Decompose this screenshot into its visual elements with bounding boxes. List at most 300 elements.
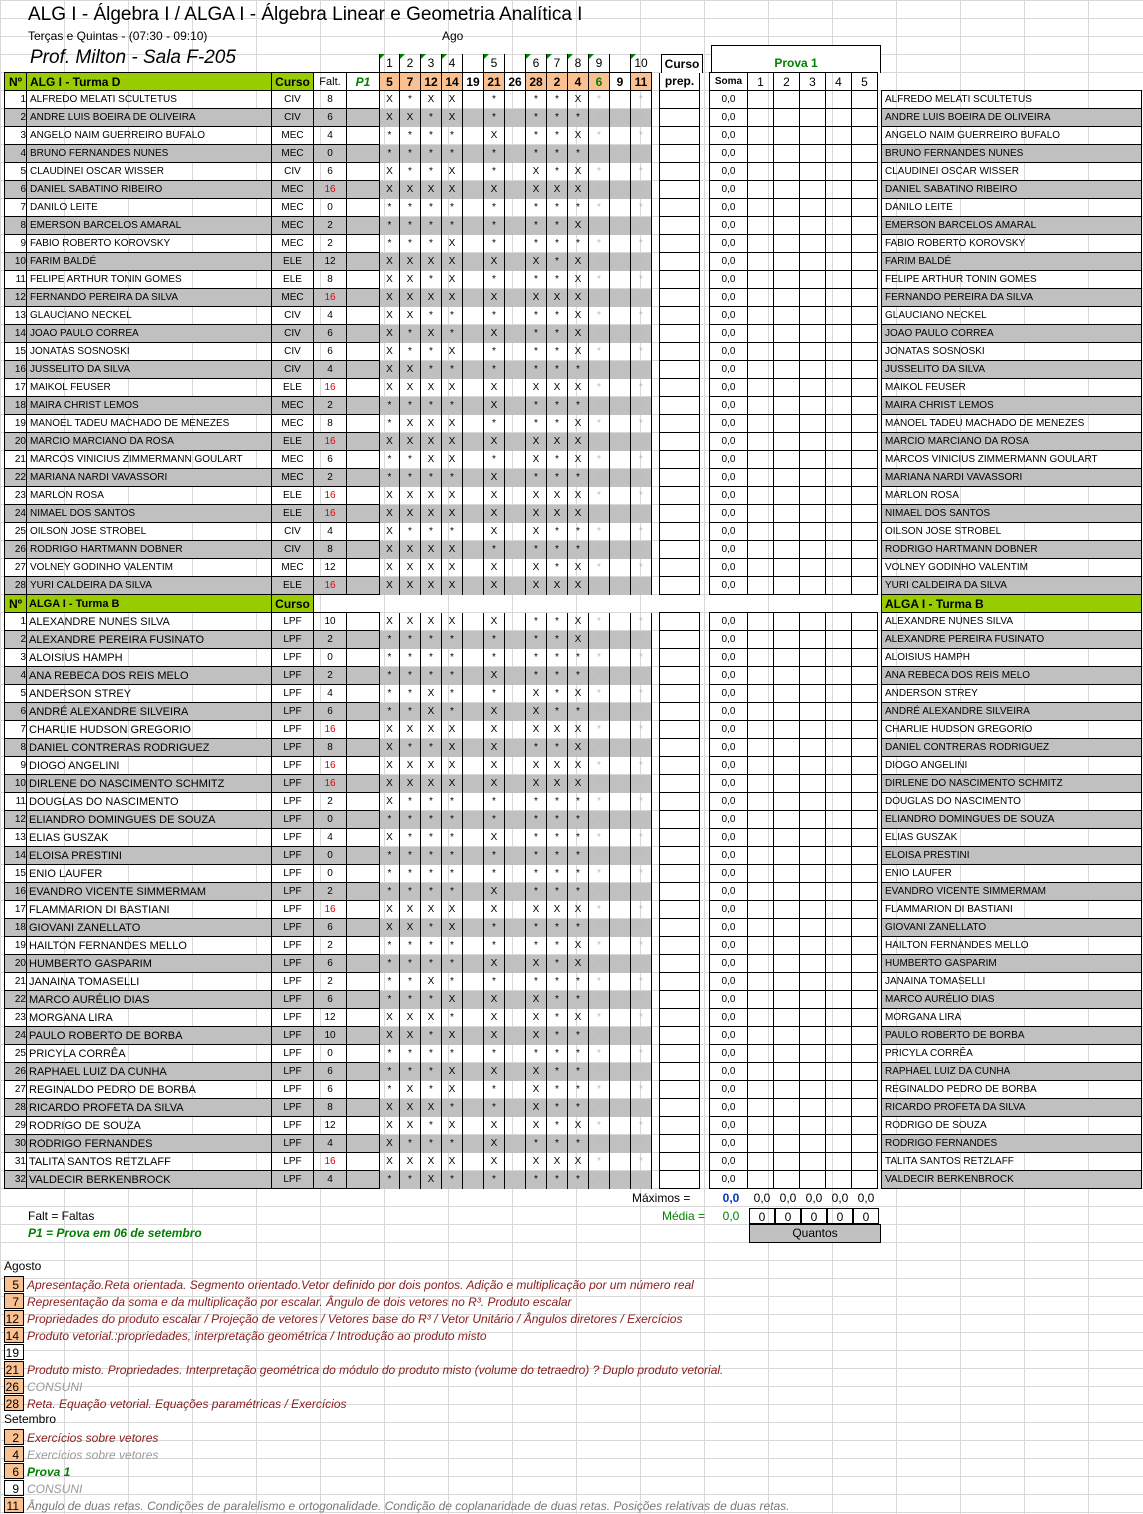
p1-cell[interactable] [347,325,380,343]
attendance-mark[interactable]: * [484,1171,505,1189]
attendance-mark[interactable] [610,343,631,361]
curso-prep-cell[interactable] [660,577,700,595]
prova-score-cell[interactable] [826,523,852,541]
attendance-mark[interactable]: * [400,793,421,811]
attendance-mark[interactable]: * [484,91,505,109]
prova-score-cell[interactable] [826,397,852,415]
prova-score-cell[interactable] [852,1135,878,1153]
attendance-mark[interactable]: * [631,613,652,631]
prova-score-cell[interactable] [748,325,774,343]
p1-cell[interactable] [347,667,380,685]
prova-score-cell[interactable] [748,631,774,649]
attendance-mark[interactable]: * [547,361,568,379]
table-row[interactable] [5,973,878,991]
prova-score-cell[interactable] [774,91,800,109]
attendance-mark[interactable]: * [568,919,589,937]
attendance-mark[interactable] [505,919,526,937]
attendance-mark[interactable] [463,361,484,379]
prova-score-cell[interactable] [774,721,800,739]
table-row[interactable] [5,1135,878,1153]
attendance-mark[interactable] [505,811,526,829]
attendance-mark[interactable]: * [421,523,442,541]
attendance-mark[interactable]: * [484,109,505,127]
attendance-mark[interactable]: * [484,415,505,433]
attendance-mark[interactable]: X [380,919,400,937]
attendance-mark[interactable]: X [526,991,547,1009]
attendance-mark[interactable]: * [631,1027,652,1045]
prova-score-cell[interactable] [774,1009,800,1027]
prova-score-cell[interactable] [748,505,774,523]
attendance-mark[interactable]: * [589,721,610,739]
p1-cell[interactable] [347,739,380,757]
curso-prep-cell[interactable] [660,685,700,703]
prova-score-cell[interactable] [748,163,774,181]
prova-score-cell[interactable] [800,757,826,775]
attendance-mark[interactable]: * [547,1099,568,1117]
prova-score-cell[interactable] [800,1099,826,1117]
attendance-mark[interactable]: * [547,109,568,127]
p1-cell[interactable] [347,91,380,109]
prova-score-cell[interactable] [826,127,852,145]
p1-cell[interactable] [347,937,380,955]
attendance-mark[interactable]: * [400,217,421,235]
curso-prep-cell[interactable] [660,757,700,775]
attendance-mark[interactable]: * [400,451,421,469]
attendance-mark[interactable]: X [547,181,568,199]
attendance-mark[interactable]: * [526,667,547,685]
attendance-mark[interactable]: * [380,991,400,1009]
attendance-mark[interactable]: * [631,919,652,937]
table-row[interactable] [5,865,878,883]
attendance-mark[interactable]: * [526,613,547,631]
attendance-mark[interactable] [610,1099,631,1117]
table-row[interactable] [5,1009,878,1027]
prova-score-cell[interactable] [852,415,878,433]
attendance-mark[interactable]: * [589,613,610,631]
attendance-mark[interactable]: X [380,1135,400,1153]
prova-score-cell[interactable] [774,559,800,577]
attendance-mark[interactable]: X [568,415,589,433]
prova-score-cell[interactable] [852,361,878,379]
attendance-mark[interactable]: * [484,271,505,289]
prova-score-cell[interactable] [826,343,852,361]
attendance-mark[interactable]: * [589,577,610,595]
attendance-mark[interactable]: * [442,811,463,829]
attendance-mark[interactable]: X [526,685,547,703]
p1-cell[interactable] [347,1027,380,1045]
attendance-mark[interactable] [505,901,526,919]
prova-score-cell[interactable] [774,613,800,631]
p1-cell[interactable] [347,613,380,631]
attendance-mark[interactable]: X [380,1027,400,1045]
attendance-mark[interactable]: * [589,253,610,271]
attendance-mark[interactable]: X [568,685,589,703]
attendance-mark[interactable] [610,271,631,289]
attendance-mark[interactable]: * [421,937,442,955]
attendance-mark[interactable] [505,145,526,163]
attendance-mark[interactable]: X [442,487,463,505]
p1-cell[interactable] [347,1099,380,1117]
attendance-mark[interactable]: X [442,991,463,1009]
attendance-mark[interactable]: X [547,577,568,595]
attendance-mark[interactable]: * [589,127,610,145]
prova-score-cell[interactable] [748,253,774,271]
prova-score-cell[interactable] [748,1081,774,1099]
attendance-mark[interactable]: * [526,541,547,559]
prova-score-cell[interactable] [748,649,774,667]
prova-score-cell[interactable] [800,955,826,973]
attendance-mark[interactable]: * [631,433,652,451]
prova-score-cell[interactable] [748,91,774,109]
attendance-mark[interactable]: * [631,811,652,829]
attendance-mark[interactable]: * [547,415,568,433]
attendance-mark[interactable]: * [547,199,568,217]
prova-score-cell[interactable] [826,955,852,973]
attendance-mark[interactable]: X [547,379,568,397]
attendance-mark[interactable]: * [589,271,610,289]
attendance-mark[interactable] [610,901,631,919]
attendance-mark[interactable]: * [380,199,400,217]
attendance-mark[interactable] [505,451,526,469]
attendance-mark[interactable]: * [400,937,421,955]
attendance-mark[interactable]: * [631,577,652,595]
prova-score-cell[interactable] [800,703,826,721]
attendance-mark[interactable]: X [442,919,463,937]
attendance-mark[interactable] [463,1045,484,1063]
table-row[interactable] [5,469,878,487]
prova-score-cell[interactable] [800,487,826,505]
attendance-mark[interactable] [610,919,631,937]
attendance-mark[interactable] [463,955,484,973]
attendance-mark[interactable]: * [400,235,421,253]
curso-prep-cell[interactable] [660,91,700,109]
attendance-mark[interactable]: X [400,505,421,523]
attendance-mark[interactable]: X [526,523,547,541]
table-row[interactable] [5,433,878,451]
prova-score-cell[interactable] [800,1045,826,1063]
table-row[interactable] [5,199,878,217]
attendance-mark[interactable]: * [484,793,505,811]
attendance-mark[interactable]: * [442,1171,463,1189]
attendance-mark[interactable]: * [547,559,568,577]
attendance-mark[interactable]: * [400,973,421,991]
attendance-mark[interactable]: * [484,541,505,559]
prova-score-cell[interactable] [748,847,774,865]
prova-score-cell[interactable] [826,757,852,775]
curso-prep-cell[interactable] [660,181,700,199]
attendance-mark[interactable] [610,811,631,829]
curso-prep-cell[interactable] [660,991,700,1009]
attendance-mark[interactable]: X [568,487,589,505]
table-row[interactable] [5,559,878,577]
attendance-mark[interactable] [463,1099,484,1117]
attendance-mark[interactable]: * [400,91,421,109]
prova-score-cell[interactable] [852,271,878,289]
prova-score-cell[interactable] [748,1153,774,1171]
attendance-mark[interactable]: * [589,631,610,649]
prova-score-cell[interactable] [774,811,800,829]
prova-score-cell[interactable] [826,433,852,451]
attendance-mark[interactable]: * [631,991,652,1009]
prova-score-cell[interactable] [748,1027,774,1045]
attendance-mark[interactable]: * [526,649,547,667]
table-row[interactable] [5,685,878,703]
attendance-mark[interactable]: X [526,451,547,469]
prova-score-cell[interactable] [800,667,826,685]
attendance-mark[interactable] [463,847,484,865]
attendance-mark[interactable] [463,811,484,829]
attendance-mark[interactable]: X [380,271,400,289]
p1-cell[interactable] [347,811,380,829]
attendance-mark[interactable]: * [568,397,589,415]
attendance-mark[interactable]: * [547,271,568,289]
curso-prep-cell[interactable] [660,1099,700,1117]
attendance-mark[interactable]: * [421,361,442,379]
attendance-mark[interactable]: * [631,901,652,919]
attendance-mark[interactable]: * [568,1135,589,1153]
attendance-mark[interactable]: X [442,721,463,739]
attendance-mark[interactable]: * [526,127,547,145]
attendance-mark[interactable]: * [589,433,610,451]
attendance-mark[interactable]: * [421,739,442,757]
attendance-mark[interactable]: * [442,145,463,163]
attendance-mark[interactable]: * [568,469,589,487]
p1-cell[interactable] [347,181,380,199]
attendance-mark[interactable]: * [589,415,610,433]
curso-prep-cell[interactable] [660,901,700,919]
attendance-mark[interactable]: * [380,397,400,415]
prova-score-cell[interactable] [748,973,774,991]
prova-score-cell[interactable] [852,1063,878,1081]
attendance-mark[interactable]: X [484,613,505,631]
prova-score-cell[interactable] [826,109,852,127]
p1-cell[interactable] [347,523,380,541]
prova-score-cell[interactable] [852,217,878,235]
prova-score-cell[interactable] [800,631,826,649]
prova-score-cell[interactable] [774,1045,800,1063]
attendance-mark[interactable]: X [568,325,589,343]
attendance-mark[interactable] [505,685,526,703]
attendance-mark[interactable]: * [400,127,421,145]
prova-score-cell[interactable] [826,685,852,703]
prova-score-cell[interactable] [852,397,878,415]
prova-score-cell[interactable] [852,631,878,649]
p1-cell[interactable] [347,559,380,577]
attendance-mark[interactable]: X [400,253,421,271]
table-row[interactable] [5,811,878,829]
attendance-mark[interactable]: X [421,433,442,451]
prova-score-cell[interactable] [800,829,826,847]
attendance-mark[interactable] [610,487,631,505]
curso-prep-cell[interactable] [660,109,700,127]
attendance-mark[interactable]: * [484,1045,505,1063]
attendance-mark[interactable]: * [547,685,568,703]
prova-score-cell[interactable] [774,991,800,1009]
attendance-mark[interactable]: * [484,649,505,667]
curso-prep-cell[interactable] [660,739,700,757]
attendance-mark[interactable]: X [380,541,400,559]
prova-score-cell[interactable] [852,793,878,811]
attendance-mark[interactable]: * [484,811,505,829]
attendance-mark[interactable]: * [568,1081,589,1099]
prova-score-cell[interactable] [800,379,826,397]
attendance-mark[interactable]: X [484,325,505,343]
attendance-mark[interactable]: * [547,991,568,1009]
attendance-mark[interactable]: X [526,1081,547,1099]
attendance-mark[interactable] [610,1153,631,1171]
table-row[interactable] [5,271,878,289]
attendance-mark[interactable]: * [589,1099,610,1117]
attendance-mark[interactable]: X [568,577,589,595]
attendance-mark[interactable]: X [380,1117,400,1135]
attendance-mark[interactable]: * [526,199,547,217]
attendance-mark[interactable] [610,721,631,739]
attendance-mark[interactable]: X [421,451,442,469]
attendance-mark[interactable]: X [484,721,505,739]
attendance-mark[interactable]: * [547,865,568,883]
attendance-mark[interactable]: * [547,1117,568,1135]
attendance-mark[interactable]: * [589,1045,610,1063]
attendance-mark[interactable]: X [421,325,442,343]
attendance-mark[interactable]: * [589,199,610,217]
prova-score-cell[interactable] [852,91,878,109]
curso-prep-cell[interactable] [660,163,700,181]
attendance-mark[interactable]: * [631,523,652,541]
curso-prep-cell[interactable] [660,559,700,577]
attendance-mark[interactable]: X [380,487,400,505]
attendance-mark[interactable] [610,1027,631,1045]
attendance-mark[interactable]: * [421,793,442,811]
prova-score-cell[interactable] [774,847,800,865]
attendance-mark[interactable]: * [547,883,568,901]
attendance-mark[interactable]: X [484,883,505,901]
p1-cell[interactable] [347,271,380,289]
attendance-mark[interactable] [610,613,631,631]
prova-score-cell[interactable] [826,991,852,1009]
prova-score-cell[interactable] [826,667,852,685]
attendance-mark[interactable] [610,829,631,847]
table-row[interactable] [5,127,878,145]
p1-cell[interactable] [347,109,380,127]
prova-score-cell[interactable] [852,883,878,901]
table-row[interactable] [5,415,878,433]
prova-score-cell[interactable] [800,847,826,865]
prova-score-cell[interactable] [800,649,826,667]
prova-score-cell[interactable] [748,271,774,289]
attendance-mark[interactable]: * [484,865,505,883]
attendance-mark[interactable] [610,1081,631,1099]
table-row[interactable] [5,1081,878,1099]
attendance-mark[interactable]: * [589,1171,610,1189]
prova-score-cell[interactable] [800,883,826,901]
attendance-mark[interactable]: * [400,1171,421,1189]
curso-prep-cell[interactable] [660,721,700,739]
attendance-mark[interactable]: X [568,163,589,181]
attendance-mark[interactable]: * [631,271,652,289]
prova-score-cell[interactable] [774,1135,800,1153]
attendance-mark[interactable]: X [421,253,442,271]
attendance-mark[interactable]: * [631,775,652,793]
attendance-mark[interactable]: * [526,739,547,757]
prova-score-cell[interactable] [852,1153,878,1171]
attendance-mark[interactable]: * [400,343,421,361]
attendance-mark[interactable]: * [568,1099,589,1117]
attendance-mark[interactable]: X [484,739,505,757]
attendance-mark[interactable]: * [442,793,463,811]
attendance-mark[interactable] [505,1045,526,1063]
attendance-mark[interactable] [610,127,631,145]
attendance-mark[interactable]: * [380,1045,400,1063]
attendance-mark[interactable] [505,703,526,721]
attendance-mark[interactable]: * [589,397,610,415]
attendance-mark[interactable] [505,1009,526,1027]
attendance-mark[interactable]: * [442,829,463,847]
prova-score-cell[interactable] [852,325,878,343]
attendance-mark[interactable]: * [589,919,610,937]
prova-score-cell[interactable] [774,163,800,181]
attendance-mark[interactable] [463,541,484,559]
attendance-mark[interactable] [505,991,526,1009]
prova-score-cell[interactable] [774,109,800,127]
p1-cell[interactable] [347,829,380,847]
attendance-mark[interactable] [610,307,631,325]
prova-score-cell[interactable] [748,469,774,487]
attendance-mark[interactable] [610,1009,631,1027]
prova-score-cell[interactable] [826,1099,852,1117]
curso-prep-cell[interactable] [660,1009,700,1027]
attendance-mark[interactable]: * [589,217,610,235]
prova-score-cell[interactable] [826,307,852,325]
attendance-mark[interactable]: X [421,721,442,739]
attendance-mark[interactable]: X [442,415,463,433]
prova-score-cell[interactable] [748,1063,774,1081]
prova-score-cell[interactable] [800,361,826,379]
attendance-mark[interactable] [463,217,484,235]
attendance-mark[interactable] [463,991,484,1009]
attendance-mark[interactable]: * [484,235,505,253]
prova-score-cell[interactable] [800,415,826,433]
p1-cell[interactable] [347,145,380,163]
attendance-mark[interactable]: * [547,793,568,811]
prova-score-cell[interactable] [748,1117,774,1135]
attendance-mark[interactable] [505,1081,526,1099]
prova-score-cell[interactable] [774,829,800,847]
prova-score-cell[interactable] [774,703,800,721]
attendance-mark[interactable] [463,577,484,595]
prova-score-cell[interactable] [800,343,826,361]
curso-prep-cell[interactable] [660,1081,700,1099]
prova-score-cell[interactable] [748,1171,774,1189]
attendance-mark[interactable]: * [421,145,442,163]
prova-score-cell[interactable] [852,865,878,883]
prova-score-cell[interactable] [774,649,800,667]
attendance-mark[interactable]: * [547,613,568,631]
attendance-mark[interactable] [610,955,631,973]
attendance-mark[interactable]: * [568,973,589,991]
attendance-mark[interactable]: X [526,1063,547,1081]
attendance-mark[interactable] [610,1135,631,1153]
attendance-mark[interactable]: X [484,433,505,451]
attendance-mark[interactable]: X [484,181,505,199]
p1-cell[interactable] [347,127,380,145]
prova-score-cell[interactable] [826,91,852,109]
attendance-mark[interactable]: * [380,685,400,703]
prova-score-cell[interactable] [774,775,800,793]
attendance-mark[interactable] [463,685,484,703]
attendance-mark[interactable]: X [380,901,400,919]
curso-prep-cell[interactable] [660,955,700,973]
attendance-mark[interactable]: X [484,397,505,415]
